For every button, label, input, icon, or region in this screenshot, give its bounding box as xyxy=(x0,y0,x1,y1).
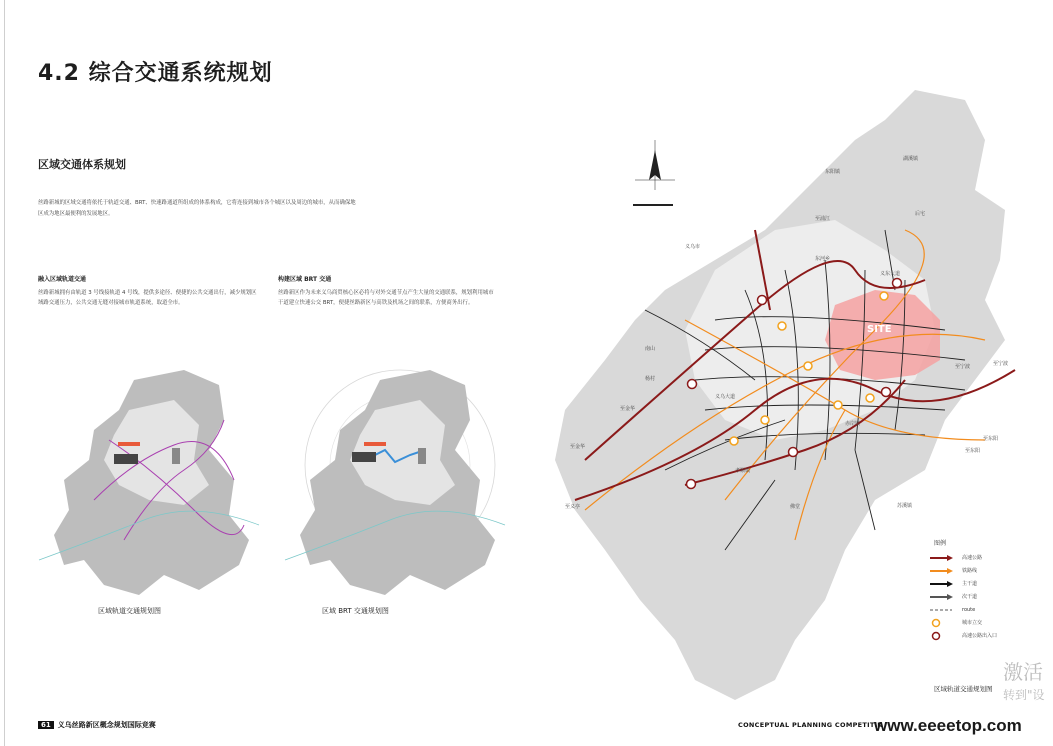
place-label: 至金华 xyxy=(620,406,636,412)
rail-map-caption: 区域轨道交通规划图 xyxy=(98,607,161,615)
section-heading: 区域交通体系规划 xyxy=(38,158,126,171)
legend-title: 图例 xyxy=(934,540,947,547)
watermark-url: www.eeeetop.com xyxy=(874,716,1022,735)
legend-item xyxy=(928,590,1038,603)
north-arrow-icon xyxy=(633,140,675,206)
place-label: 东河乡 xyxy=(815,256,831,262)
legend-item xyxy=(928,616,1038,629)
place-label: 至金华 xyxy=(570,444,586,450)
place-label: 后宅 xyxy=(915,211,926,217)
map-caption: 区域轨道交通规划图 xyxy=(934,685,993,693)
rail-heading: 融入区域轨道交通 xyxy=(38,276,87,283)
site-label: SITE xyxy=(867,324,892,335)
arrow-line-icon xyxy=(928,579,954,589)
legend-item xyxy=(928,629,1038,642)
brt-map xyxy=(280,350,510,600)
brt-heading: 构建区域 BRT 交通 xyxy=(278,276,332,283)
place-label: 湖溪镇 xyxy=(903,156,919,162)
place-label: 义乌大道 xyxy=(715,394,736,400)
place-label: 苏溪镇 xyxy=(897,503,913,509)
legend-label: 高速公路出入口 xyxy=(962,633,998,639)
intro-paragraph: 丝路新城的区域交通将依托于轨道交通、BRT、快速路通道所组成的体系构成，它将连接到城市各个城区以及周边的城市，从而确保地区成为地区最便利的发展地区。 xyxy=(38,200,356,217)
footer-left xyxy=(38,720,156,730)
rail-map xyxy=(34,350,264,600)
legend-label: route xyxy=(962,606,976,613)
footer-right: CONCEPTUAL PLANNING COMPETITIK xyxy=(738,721,883,729)
legend-label: 主干道 xyxy=(962,581,978,587)
legend-label: 次干道 xyxy=(962,594,978,600)
place-label: 南山 xyxy=(645,346,656,352)
legend-label: 铁路线 xyxy=(962,568,978,574)
place-label: 孝顺镇 xyxy=(735,468,751,474)
place-label: 至浦江 xyxy=(815,216,831,222)
rail-column xyxy=(38,275,258,309)
place-label: 杨村 xyxy=(645,376,656,382)
brt-column xyxy=(278,275,498,309)
circle-marker-icon xyxy=(928,631,954,641)
place-label: 义乌市 xyxy=(685,244,701,250)
rail-text: 丝路新城拥有由轨道 3 号线接轨道 4 号线，提供多途径、便捷的公共交通出行，减少规划区域路交通压力，公共交通无缝对接城市轨道系统，取道全市。 xyxy=(38,289,257,306)
place-label: 至东阳 xyxy=(965,448,981,454)
place-label: 至东阳 xyxy=(983,436,999,442)
page-number: 61 xyxy=(38,721,54,729)
place-label: 至宁波 xyxy=(993,361,1009,367)
page-edge xyxy=(4,0,5,746)
page-title: 4.2 综合交通系统规划 xyxy=(38,61,273,86)
watermark-goto: 转到"设 xyxy=(1003,688,1045,702)
legend-item xyxy=(928,577,1038,590)
legend-item xyxy=(928,603,1038,616)
place-label: 赤岸镇 xyxy=(845,421,861,427)
legend-label: 城市立交 xyxy=(962,620,983,626)
dashed-line-icon xyxy=(928,605,954,615)
legend-item xyxy=(928,564,1038,577)
brt-map-caption: 区域 BRT 交通规划图 xyxy=(322,607,389,615)
place-label: 至义亭 xyxy=(565,504,581,510)
footer-title: 义乌丝路新区概念规划国际竞赛 xyxy=(57,721,156,729)
legend-label: 高速公路 xyxy=(962,555,983,561)
place-label: 义东大道 xyxy=(880,271,901,277)
map-legend xyxy=(928,538,1038,642)
circle-marker-icon xyxy=(928,618,954,628)
watermark-activate: 激活 xyxy=(1003,660,1043,684)
arrow-line-icon xyxy=(928,553,954,563)
arrow-line-icon xyxy=(928,566,954,576)
place-label: 至宁波 xyxy=(955,364,971,370)
place-label: 东阳镇 xyxy=(825,169,841,175)
arrow-line-icon xyxy=(928,592,954,602)
place-label: 佛堂 xyxy=(790,504,801,510)
brt-text: 丝路新区作为未来义乌商贸核心区必将与对外交通节点产生大量的交通联系，规划利用城市干道建立快速公交 BRT，便捷丝路新区与高铁及机场之间的联系，方便商务出行。 xyxy=(278,289,494,306)
legend-item xyxy=(928,551,1038,564)
